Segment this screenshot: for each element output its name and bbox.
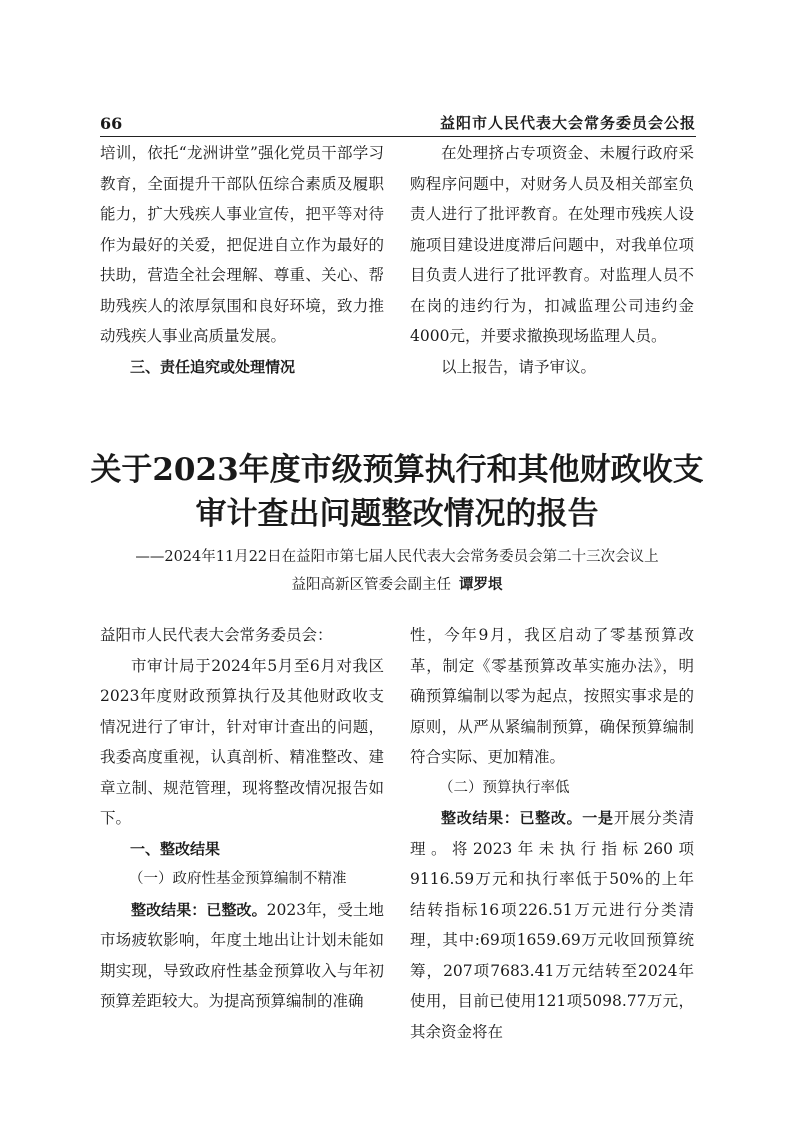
report-title-line-2: 审计查出问题整改情况的报告 bbox=[195, 496, 599, 532]
top-right-column bbox=[410, 138, 694, 382]
author-line bbox=[60, 572, 734, 598]
top-left-column bbox=[100, 138, 384, 382]
paragraph: 培训，依托“龙洲讲堂”强化党员干部学习教育，全面提升干部队伍综合素质及履职能力，扩大残疾人事业宣传，把平等对待作为最好的关爱，把促进自立作为最好的扶助，营造全社会理解、尊重、关心、帮助残疾人的浓厚氛围和良好环境，致力推动残疾人事业高质量发展。 bbox=[100, 144, 384, 345]
paragraph-text: 开展分类清理。将2023年未执行指标260项9116.59万元和执行率低于50%的上年结转指标16项226.51万元进行分类清理，其中:69项1659.69万元收回预算统筹，207项7683.41万元结转至2024年使用，目前已使用121项5098.77万元，其余资金将在 bbox=[410, 809, 694, 1041]
point-label: 一是 bbox=[582, 809, 614, 827]
paragraph bbox=[100, 895, 384, 1017]
journal-title: 益阳市人民代表大会常务委员会公报 bbox=[439, 114, 696, 132]
bottom-right-column bbox=[410, 620, 694, 1047]
paragraph: 在处理挤占专项资金、未履行政府采购程序问题中，对财务人员及相关部室负责人进行了批评教育。在处理市残疾人设施项目建设进度滞后问题中，对我单位项目负责人进行了批评教育。对监理人员不在岗的违约行为，扣减监理公司违约金4000元，并要求撤换现场监理人员。 bbox=[410, 144, 694, 345]
subsection-heading: （二）预算执行率低 bbox=[439, 779, 570, 796]
page-header bbox=[100, 112, 696, 137]
result-label: 整改结果：已整改。 bbox=[441, 809, 583, 827]
subsection-heading: （一）政府性基金预算编制不精准 bbox=[129, 871, 347, 887]
salutation: 益阳市人民代表大会常务委员会： bbox=[100, 626, 333, 644]
section-heading: 三、责任追究或处理情况 bbox=[130, 357, 296, 376]
paragraph: 性，今年9月，我区启动了零基预算改革，制定《零基预算改革实施办法》，明确预算编制以零为起点，按照实事求是的原则，从严从紧编制预算，确保预算编制符合实际、更加精准。 bbox=[410, 626, 694, 766]
report-subtitle: ——2024年11月22日在益阳市第七届人民代表大会常务委员会第二十三次会议上 bbox=[135, 549, 659, 565]
author-role: 益阳高新区管委会副主任 bbox=[291, 577, 451, 593]
page-number: 66 bbox=[100, 114, 123, 133]
paragraph: 市审计局于2024年5月至6月对我区2023年度财政预算执行及其他财政收支情况进行了审计，针对审计查出的问题，我委高度重视，认真剖析、精准整改、建章立制、规范管理，现将整改情况报告如下。 bbox=[100, 656, 384, 827]
closing-line: 以上报告，请予审议。 bbox=[441, 357, 597, 376]
report-title-block bbox=[60, 448, 734, 598]
paragraph-text: 2023年，受土地市场疲软影响，年度土地出让计划未能如期实现，导致政府性基金预算收入与年初预算差距较大。为提高预算编制的准确 bbox=[100, 900, 384, 1010]
paragraph bbox=[410, 803, 694, 1047]
report-title-line-1: 关于2023年度市级预算执行和其他财政收支 bbox=[90, 452, 704, 488]
bottom-left-column bbox=[100, 620, 384, 1017]
result-label: 整改结果：已整改。 bbox=[131, 900, 267, 919]
author-name: 谭罗垠 bbox=[459, 577, 503, 593]
section-heading: 一、整改结果 bbox=[130, 839, 221, 858]
